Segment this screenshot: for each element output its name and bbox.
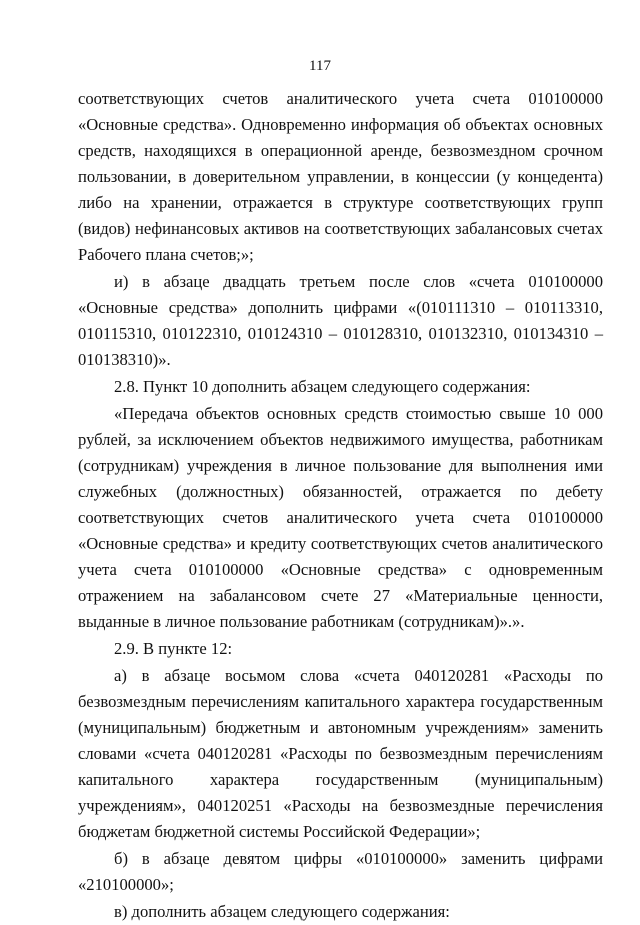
paragraph-item-a: а) в абзаце восьмом слова «счета 040120281 «Расходы по безвозмездным перечислениям капитального характера государственным (муниципальным) бюджетным и автономным учреждениям» заменить словами «счета 040120281 «Расходы по безвозмездным перечислениям капитального характера государственным (муниципальным) учреждениям», 040120251 «Расходы на безвозмездные перечисления бюджетам бюджетной системы Российской Федерации»; xyxy=(78,666,603,841)
paragraph-section-2-9: 2.9. В пункте 12: xyxy=(114,639,233,658)
paragraph-quote-transfer: «Передача объектов основных средств стоимостью свыше 10 000 рублей, за исключением объектов недвижимого имущества, работникам (сотрудникам) учреждения в личное пользование для выполнения ими служебных (должностных) обязанностей, отражается по дебету соответствующих счетов аналитического учета счета 010100000 «Основные средства» и кредиту соответствующих счетов аналитического учета счета 010100000 «Основные средства» с одновременным отражением на забалансовом счете 27 «Материальные ценности, выданные в личное пользование работникам (сотрудникам)».». xyxy=(78,404,603,631)
document-body xyxy=(78,86,603,925)
paragraph-continuation: соответствующих счетов аналитического учета счета 010100000 «Основные средства». Одновременно информация об объектах основных средств, находящихся в операционной аренде, безвозмездном срочном пользовании, в доверительном управлении, в концессии (у концедента) либо на хранении, отражается в структуре соответствующих групп (видов) нефинансовых активов на соответствующих забалансовых счетах Рабочего плана счетов;»; xyxy=(78,89,603,264)
paragraph-item-i: и) в абзаце двадцать третьем после слов «счета 010100000 «Основные средства» дополнить цифрами «(010111310 – 010113310, 010115310, 010122310, 010124310 – 010128310, 010132310, 010134310 – 010138310)». xyxy=(78,272,603,369)
paragraph-item-b: б) в абзаце девятом цифры «010100000» заменить цифрами «210100000»; xyxy=(78,849,603,894)
paragraph-section-2-8: 2.8. Пункт 10 дополнить абзацем следующего содержания: xyxy=(114,377,531,396)
paragraph-item-v: в) дополнить абзацем следующего содержания: xyxy=(114,902,450,921)
page-number: 117 xyxy=(309,58,331,74)
